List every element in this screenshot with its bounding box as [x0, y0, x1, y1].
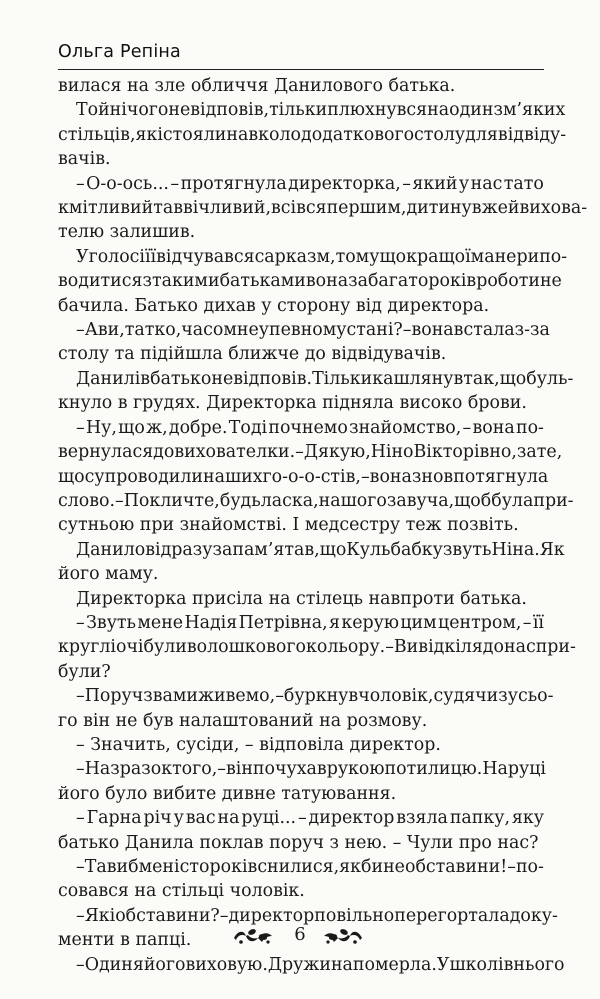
- text-line: – Які обставини? – директор повільно перегортала доку-: [76, 905, 558, 926]
- text-line: круглі очі були волошкового кольору. – Ви відкіля до нас при-: [58, 637, 576, 658]
- running-header-author: Ольга Репіна: [58, 42, 181, 62]
- text-line: столу та підійшла ближче до відвідувачів.: [58, 344, 447, 365]
- text-line: телю залишив.: [58, 222, 196, 243]
- text-line: його було вибите дивне татуювання.: [58, 783, 397, 804]
- text-line: менти в папці.: [58, 930, 192, 951]
- text-line: бачила. Батько дихав у сторону від директора.: [58, 295, 490, 316]
- text-line: стільців, які стояли навколо додаткового столу для відвіду-: [58, 124, 567, 145]
- page-number: 6: [294, 924, 306, 945]
- body-text: [58, 74, 588, 977]
- text-line: – Ну, що ж, добре. Тоді почнемо знайомство, – вона по-: [76, 417, 544, 438]
- text-line: совався на стільці чоловік.: [58, 881, 305, 902]
- page-footer: [0, 922, 600, 952]
- text-line: були?: [58, 661, 111, 682]
- text-line: водитися з такими батьками вона за багато років роботи не: [58, 271, 562, 292]
- text-line: Директорка присіла на стілець навпроти батька.: [76, 588, 527, 609]
- text-line: – Звуть мене Надія Петрівна, я керую цим центром, – її: [76, 612, 544, 633]
- text-line: – Значить, сусіди, – відповіла директор.: [76, 734, 441, 755]
- text-line: вачів.: [58, 149, 111, 170]
- text-line: що супроводили наших го-о-о-стів, – вона знов потягнула: [58, 466, 549, 487]
- text-line: вернулася до вихователки. – Дякую, Ніно Вікторівно, за те,: [58, 442, 563, 463]
- text-line: – О-о-ось... – протягнула директорка, – який у нас тато: [76, 173, 544, 194]
- floral-ornament-right-icon: [322, 926, 364, 946]
- text-line: го він не був налаштований на розмову.: [58, 710, 428, 731]
- text-line: – Та ви б мені сто років снилися, якби не обставини! – по-: [76, 857, 544, 877]
- text-line: У голосі її відчувався сарказм, тому що кращої манери по-: [76, 246, 568, 267]
- text-line: Данило відразу запам’ятав, що Кульбабку звуть Ніна. Як: [76, 539, 565, 560]
- header-rule: [58, 69, 544, 70]
- text-line: його маму.: [58, 564, 159, 585]
- text-line: слово. – Покличте, будь ласка, нашого завуча, щоб була при-: [58, 490, 574, 511]
- text-line: – Поруч з вами живемо, – буркнув чоловік, судячи з усьо-: [76, 686, 554, 707]
- text-line: – Один я його виховую. Дружина померла. У школі в нього: [76, 954, 565, 975]
- text-line: кмітливий та ввічливий, всівся першим, дитину вже й вихова-: [58, 198, 588, 219]
- text-line: кнуло в грудях. Директорка підняла високо брови.: [58, 393, 527, 414]
- text-line: Данилів батько не відповів. Тільки кашлянув так, що буль-: [76, 368, 574, 389]
- text-line: – Гарна річ у вас на руці... – директор взяла папку, яку: [76, 808, 544, 829]
- text-line: – А ви, татко, часом не у певному стані? – вона встала з-за: [76, 320, 550, 341]
- text-line: Той нічого не відповів, тільки плюхнувся на один з м’яких: [76, 100, 566, 121]
- text-line: вилася на зле обличчя Данилового батька.: [58, 76, 456, 96]
- text-line: – На зразок того, – він почухав рукою потилицю. На руці: [76, 759, 546, 780]
- text-line: батько Данила поклав поруч з нею. – Чули про нас?: [58, 832, 539, 853]
- text-line: сутньою при знайомстві. І медсестру теж позвіть.: [58, 515, 519, 536]
